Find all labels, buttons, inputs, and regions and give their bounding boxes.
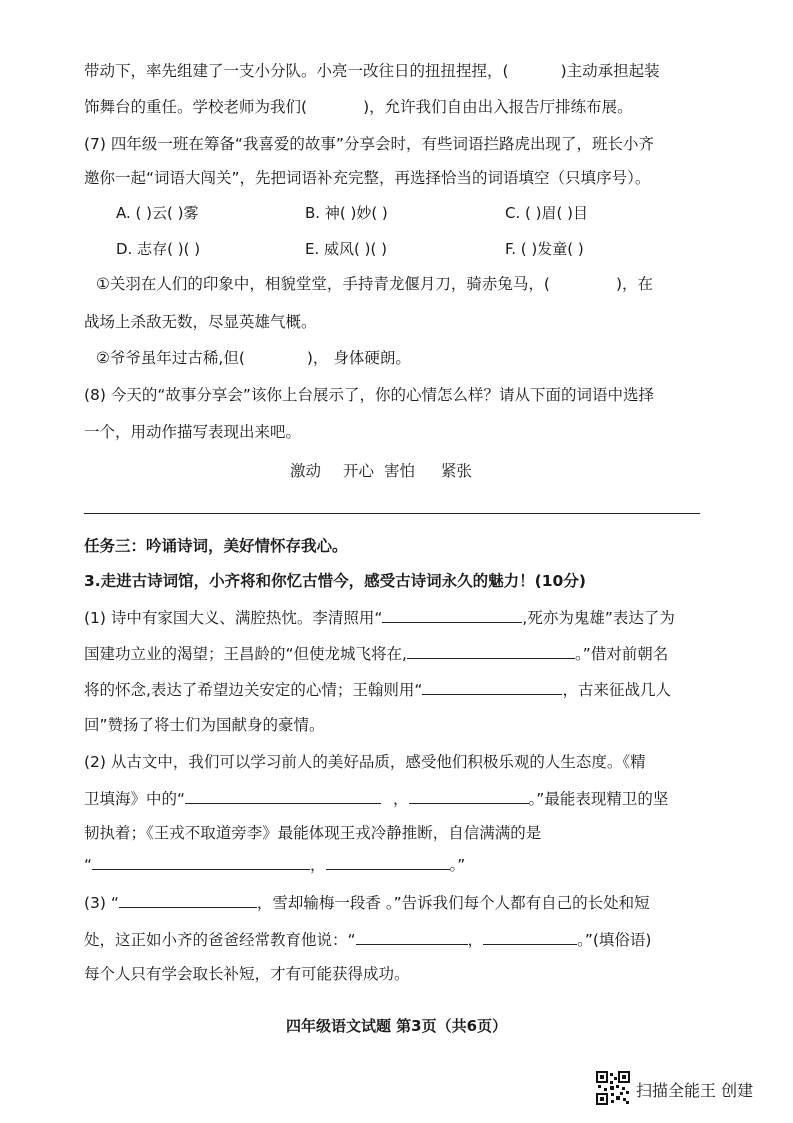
text-segment: 饰舞台的重任。学校老师为我们( (84, 98, 308, 116)
word-choice: 害怕 (384, 462, 416, 480)
q3-part2-line4: “ ， 。” (84, 853, 702, 876)
text-line (84, 96, 702, 118)
question-7-line-1: (7) 四年级一班在筹备“我喜爱的故事”分享会时，有些词语拦路虎出现了，班长小齐 (84, 135, 654, 153)
page-footer: 四年级语文试题 第3页（共6页） (285, 1017, 508, 1035)
word-choice: 激动 (290, 462, 322, 480)
sentence-2 (96, 347, 714, 369)
fill-blank[interactable] (409, 787, 529, 804)
fill-blank[interactable] (483, 928, 577, 945)
fill-blank[interactable] (185, 787, 381, 804)
question-8-line-2: 一个，用动作描写表现出来吧。 (84, 423, 302, 441)
text-segment: )主动承担起装 (560, 62, 660, 80)
qr-code-icon (596, 1071, 630, 1105)
fill-blank[interactable] (407, 642, 575, 659)
q3-part2-line2: 卫填海》中的“ ， 。”最能表现精卫的坚 (84, 787, 702, 810)
word-choice: 紧张 (441, 462, 473, 480)
q3-part1-line3: 将的怀念,表达了希望边关安定的心情；王翰则用“ ，古来征战几人 (84, 678, 702, 701)
sentence-1 (96, 273, 714, 295)
text-segment: )，允许我们自由出入报告厅排练布展。 (363, 98, 633, 116)
fill-blank[interactable] (326, 853, 450, 870)
q3-part1-line2: 国建功立业的渴望；王昌龄的“但使龙城飞将在, 。”借对前朝名 (84, 642, 702, 665)
question-3-title: 3.走进古诗词馆，小齐将和你忆古惜今，感受古诗词永久的魅力！(10分) (84, 572, 586, 590)
q3-part2-line1: (2) 从古文中，我们可以学习前人的美好品质，感受他们积极乐观的人生态度。《精 (84, 753, 646, 771)
text-segment: ①关羽在人们的印象中，相貌堂堂，手持青龙偃月刀，骑赤兔马，( (96, 275, 550, 293)
option-c: C. ( )眉( )目 (505, 204, 588, 222)
option-b: B. 神( )妙( ) (305, 204, 388, 222)
fill-blank[interactable] (422, 678, 562, 695)
text-segment: ②爷爷虽年过古稀,但( (96, 349, 245, 367)
answer-line (84, 513, 700, 514)
option-f: F. ( )发童( ) (505, 240, 584, 258)
text-segment: )，在 (615, 275, 654, 293)
q3-part3-line2: 处，这正如小齐的爸爸经常教育他说：“ ， 。”(填俗语) (84, 928, 702, 951)
option-d: D. 志存( )( ) (116, 240, 201, 258)
text-segment: 带动下，率先组建了一支小分队。小亮一改往日的扭扭捏捏，( (84, 62, 509, 80)
q3-part1-line1: (1) 诗中有家国大义、满腔热忱。李清照用“ ,死亦为鬼雄”表达了为 (84, 606, 702, 629)
q3-part3-line1: (3) “ ，雪却输梅一段香 。”告诉我们每个人都有自己的长处和短 (84, 891, 702, 914)
option-e: E. 威风( )( ) (305, 240, 387, 258)
fill-blank[interactable] (382, 606, 522, 623)
word-choices (290, 460, 590, 482)
fill-blank[interactable] (119, 891, 257, 908)
question-7-line-2: 邀你一起“词语大闯关”，先把词语补充完整，再选择恰当的词语填空（只填序号）。 (84, 169, 651, 187)
q3-part3-line3: 每个人只有学会取长补短，才有可能获得成功。 (84, 965, 410, 983)
text-line (84, 60, 702, 82)
fill-blank[interactable] (92, 853, 310, 870)
scanner-watermark: 扫描全能王 创建 (636, 1081, 754, 1100)
q3-part2-line3: 韧执着；《王戎不取道旁李》最能体现王戎冷静推断，自信满满的是 (84, 824, 542, 842)
word-choice: 开心 (343, 462, 375, 480)
sentence-1-cont: 战场上杀敌无数，尽显英雄气概。 (84, 313, 317, 331)
text-segment: )， 身体硬朗。 (306, 349, 411, 367)
task-3-title: 任务三：吟诵诗词，美好情怀存我心。 (84, 537, 348, 555)
fill-blank[interactable] (356, 928, 468, 945)
question-8-line-1: (8) 今天的“故事分享会”该你上台展示了，你的心情怎么样？请从下面的词语中选择 (84, 386, 654, 404)
q3-part1-line4: 回”赞扬了将士们为国献身的豪情。 (84, 716, 325, 734)
option-a: A. ( )云( )雾 (116, 204, 199, 222)
